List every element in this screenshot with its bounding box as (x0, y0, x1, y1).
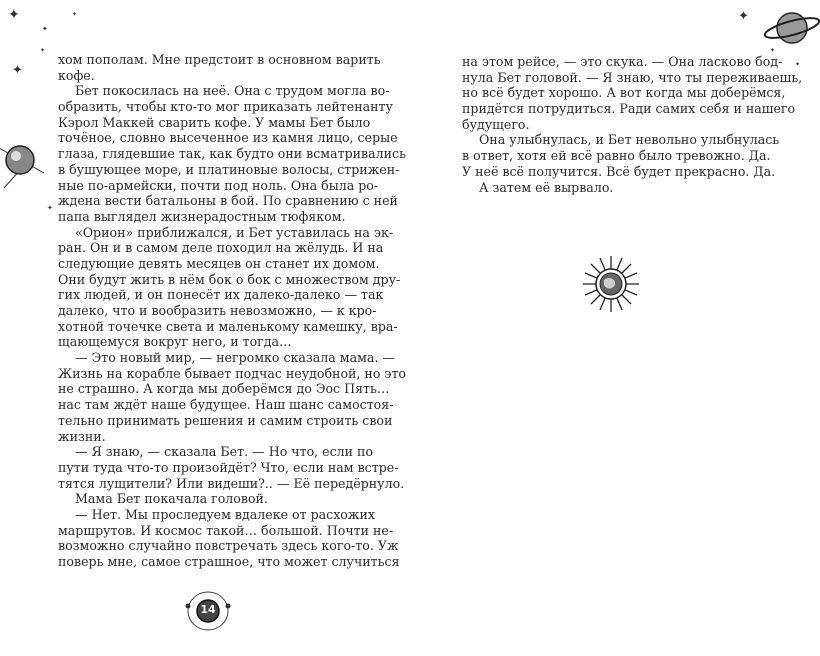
text-line: Жизнь на корабле бывает подчас неудобной, но это (58, 365, 407, 381)
text-line: гих людей, и он понесёт их далеко-далеко — так (58, 287, 384, 303)
text-line: папа выглядел жизнерадостным тюфяком. (58, 208, 346, 224)
star-icon: ✦ (47, 204, 53, 212)
star-icon: ✦ (72, 11, 78, 18)
text-line: У неё всё получится. Всё будет прекрасно. Да. (462, 163, 776, 179)
text-line: хотной точечке света и маленькому камешку, вра- (58, 318, 398, 334)
text-line: придётся потрудиться. Ради самих себя и нашего (462, 101, 796, 117)
text-line: далеко, что и вообразить невозможно, — к кро- (58, 303, 377, 318)
text-line: кофе. (58, 67, 95, 83)
text-line: будущего. (462, 116, 530, 132)
text-line: Мама Бет покачала головой. (75, 491, 268, 507)
text-line: тельно принимать решения и самим строить свои (58, 412, 393, 428)
text-line: но всё будет хорошо. А вот когда мы доберёмся, (462, 85, 786, 101)
text-line: — Это новый мир, — негромко сказала мама. — (75, 350, 395, 366)
text-line: Она улыбнулась, и Бет невольно улыбнулась (479, 132, 780, 148)
star-icon: ✦ (738, 9, 749, 24)
text-line: Кэрол Маккей сварить кофе. У мамы Бет было (58, 114, 371, 130)
star-icon: ✦ (40, 47, 46, 54)
text-line: А затем её вырвало. (479, 179, 614, 195)
star-icon: ✦ (8, 7, 20, 23)
text-line: ран. Он и в самом деле походил на жёлудь. И на (58, 240, 384, 256)
text-line: ждена вести батальоны в бой. По сравнению с ней (58, 193, 398, 209)
star-icon: ✦ (12, 63, 23, 78)
text-line: следующие девять месяцев он станет их домом. (58, 255, 380, 271)
text-line: на этом рейсе, — это скука. — Она ласково бод- (462, 54, 783, 69)
text-line: нас там ждёт наше будущее. Наш шанс самостоя- (58, 397, 394, 413)
left-page-text (58, 52, 407, 570)
sputnik-icon (0, 128, 56, 198)
text-line: щающемуся вокруг него, и тогда… (58, 334, 292, 350)
text-line: Бет покосилась на неё. Она с трудом могла во- (75, 83, 390, 99)
text-line: пути туда что-то произойдёт? Что, если нам встре- (58, 459, 399, 475)
text-line: в бушующее море, и платиновые волосы, стрижен- (58, 161, 400, 177)
text-line: не страшно. А когда мы доберёмся до Эос Пять… (58, 381, 390, 397)
text-line: хом пополам. Мне предстоит в основном варить (58, 52, 381, 67)
text-line: — Нет. Мы проследуем вдалеке от расхожих (75, 506, 375, 522)
star-icon: ✦ (42, 25, 48, 33)
text-line: возможно случайно повстречать здесь кого-то. Уж (58, 538, 399, 554)
text-line: поверь мне, самое страшное, что может случиться (58, 554, 400, 569)
text-line: жизни. (58, 428, 106, 444)
text-line: маршрутов. И космос такой… большой. Почти не- (58, 522, 394, 538)
text-line: глаза, глядевшие так, как будто они всматривались (58, 146, 406, 162)
text-line: в ответ, хотя ей всё равно было тревожно. Да. (462, 148, 771, 164)
text-line: ные по-армейски, почти под ноль. Она была ро- (58, 177, 379, 193)
right-page-text (462, 54, 803, 195)
text-line: «Орион» приближался, и Бет уставилась на эк- (75, 224, 394, 240)
saturn-icon (760, 4, 820, 54)
text-line: — Я знаю, — сказала Бет. — Но что, если по (75, 444, 374, 460)
page-number: 14 (200, 603, 216, 616)
star-icon: ✦ (770, 47, 776, 54)
text-line: тятся лущители? Или видеши?.. — Её передёрнуло. (58, 475, 405, 491)
star-icon: ✦ (795, 61, 801, 68)
text-line: образить, чтобы кто-то мог приказать лейтенанту (58, 99, 393, 115)
text-line: Они будут жить в нём бок о бок с множеством дру- (58, 271, 401, 287)
sun-planet-icon (582, 255, 640, 313)
text-line: точёное, словно высеченное из камня лицо, серые (58, 130, 398, 146)
page-number-badge (184, 590, 232, 632)
text-line: нула Бет головой. — Я знаю, что ты переживаешь, (462, 69, 803, 85)
